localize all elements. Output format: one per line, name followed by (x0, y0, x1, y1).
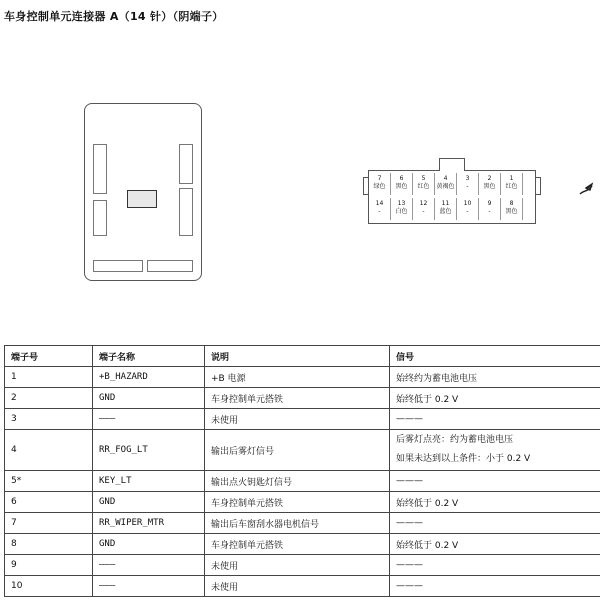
connector-slot (147, 260, 193, 272)
connector-latch (127, 190, 157, 208)
pin-cell: 13 白色 (391, 198, 413, 220)
pinout-table (4, 345, 600, 597)
column-header: 说明 (205, 346, 390, 367)
pin-description: 未使用 (205, 409, 390, 430)
pin-number: 10 (5, 576, 93, 597)
pin-number: 1 (5, 367, 93, 388)
pin-number: 5* (5, 471, 93, 492)
pin-name: GND (93, 388, 205, 409)
pin-number: 8 (5, 534, 93, 555)
connector-key-notch (439, 158, 465, 171)
signal-line: 如果未达到以上条件：小于 0.2 V (396, 454, 531, 464)
pin-cell: 1 红色 (501, 173, 523, 195)
connector-slot (93, 200, 107, 236)
pin-signal (390, 430, 600, 471)
table-row (5, 409, 600, 430)
pin-number: 3 (5, 409, 93, 430)
table-row (5, 534, 600, 555)
pin-description: 输出后雾灯信号 (205, 430, 390, 471)
pin-cell: 9 - (479, 198, 501, 220)
pin-cell: 14 - (369, 198, 391, 220)
connector-slot (179, 144, 193, 184)
pin-signal: 始终约为蓄电池电压 (390, 367, 600, 388)
pin-name: ——— (93, 576, 205, 597)
pin-signal: ——— (390, 576, 600, 597)
pin-description: 未使用 (205, 555, 390, 576)
pin-cell: 3 - (457, 173, 479, 195)
table-row (5, 388, 600, 409)
pin-number: 6 (5, 492, 93, 513)
column-header: 端子号 (5, 346, 93, 367)
pin-signal: 始终低于 0.2 V (390, 534, 600, 555)
pin-name: ——— (93, 409, 205, 430)
table-row (5, 367, 600, 388)
pin-name: KEY_LT (93, 471, 205, 492)
pin-name: GND (93, 492, 205, 513)
pin-description: 输出后车窗刮水器电机信号 (205, 513, 390, 534)
pin-name: +B_HAZARD (93, 367, 205, 388)
page-title: 车身控制单元连接器 A（14 针）（阴端子） (4, 10, 224, 23)
pin-signal: ——— (390, 409, 600, 430)
connector-face-drawing (84, 103, 202, 281)
table-row (5, 513, 600, 534)
pin-name: ——— (93, 555, 205, 576)
pin-description: 车身控制单元搭铁 (205, 388, 390, 409)
pin-signal: ——— (390, 471, 600, 492)
pin-cell: 2 黑色 (479, 173, 501, 195)
pin-number: 4 (5, 430, 93, 471)
connector-slot (179, 188, 193, 236)
pin-name: RR_WIPER_MTR (93, 513, 205, 534)
pin-signal: 始终低于 0.2 V (390, 492, 600, 513)
connector-side-tab (535, 177, 541, 195)
connector-slot (93, 144, 107, 194)
column-header: 端子名称 (93, 346, 205, 367)
pin-signal: 始终低于 0.2 V (390, 388, 600, 409)
pin-description: 输出点火钥匙灯信号 (205, 471, 390, 492)
table-row (5, 471, 600, 492)
pin-cell: 11 蓝色 (435, 198, 457, 220)
pin-description: 未使用 (205, 576, 390, 597)
table-row (5, 492, 600, 513)
signal-line: 后雾灯点亮：约为蓄电池电压 (396, 435, 514, 445)
column-header: 信号 (390, 346, 600, 367)
table-row (5, 576, 600, 597)
pin-cell: 10 - (457, 198, 479, 220)
pin-name: GND (93, 534, 205, 555)
table-header-row (5, 346, 600, 367)
connector-pin-diagram (368, 170, 536, 224)
pin-cell: 12 - (413, 198, 435, 220)
pin-cell: 5 红色 (413, 173, 435, 195)
pin-cell: 4 黄褐色 (435, 173, 457, 195)
pin-description: +B 电源 (205, 367, 390, 388)
pin-name: RR_FOG_LT (93, 430, 205, 471)
pin-description: 车身控制单元搭铁 (205, 492, 390, 513)
pin-cell: 8 黑色 (501, 198, 523, 220)
pin-number: 9 (5, 555, 93, 576)
pin-cell: 7 绿色 (369, 173, 391, 195)
wire-harness-icon (578, 178, 600, 200)
connector-slot (93, 260, 143, 272)
pin-description: 车身控制单元搭铁 (205, 534, 390, 555)
table-row (5, 555, 600, 576)
pin-signal: ——— (390, 555, 600, 576)
pin-signal: ——— (390, 513, 600, 534)
pin-number: 7 (5, 513, 93, 534)
pin-number: 2 (5, 388, 93, 409)
table-row (5, 430, 600, 471)
pin-cell: 6 黑色 (391, 173, 413, 195)
